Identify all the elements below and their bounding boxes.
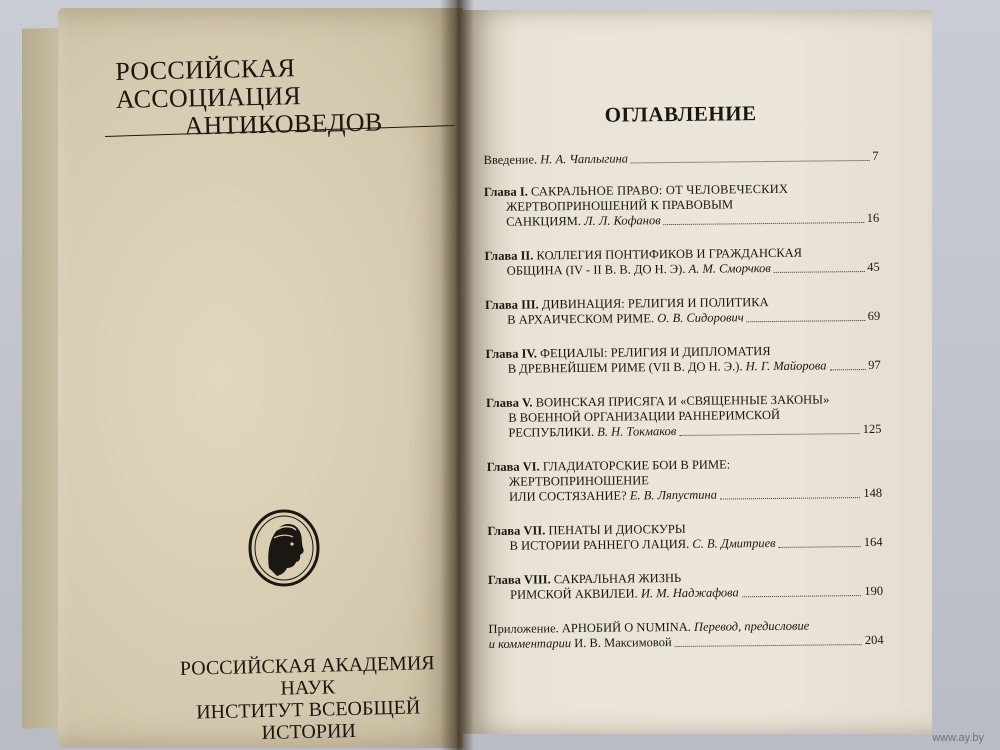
- entry-title-line: В ИСТОРИИ РАННЕГО ЛАЦИЯ.: [509, 536, 690, 553]
- entry-page: 69: [867, 308, 881, 323]
- entry-page: 164: [863, 534, 883, 550]
- entry-author: Н. Г. Майорова: [745, 358, 827, 374]
- entry-page: 16: [866, 210, 880, 225]
- toc-entry-chapter-3: [485, 294, 880, 328]
- toc-entry-chapter-8: [488, 569, 883, 603]
- entry-page: 125: [862, 421, 882, 437]
- title-line-1: РОССИЙСКАЯ АССОЦИАЦИЯ: [114, 53, 302, 114]
- entry-author-prefix: и комментарии: [488, 636, 572, 651]
- entry-page: 45: [867, 259, 880, 274]
- toc-entry-chapter-6: [487, 456, 882, 505]
- entry-title-line: ГЛАДИАТОРСКИЕ БОИ В РИМЕ:: [542, 457, 731, 474]
- entry-author: И. В. Максимовой: [574, 635, 672, 651]
- entry-author: В. Н. Токмаков: [597, 423, 677, 439]
- entry-title-line: ЖЕРТВОПРИНОШЕНИЙ К ПРАВОВЫМ: [506, 197, 734, 214]
- toc-heading: ОГЛАВЛЕНИЕ: [604, 101, 757, 127]
- toc-entry-intro: [484, 149, 879, 168]
- entry-title-line: В ВОЕННОЙ ОРГАНИЗАЦИИ РАННЕРИМСКОЙ: [508, 407, 781, 425]
- entry-title-line: ФЕЦИАЛЫ: РЕЛИГИЯ И ДИПЛОМАТИЯ: [540, 344, 771, 361]
- toc-entry-chapter-7: [487, 520, 882, 554]
- entry-title-line: В АРХАИЧЕСКОМ РИМЕ.: [507, 311, 655, 327]
- toc-entry-chapter-4: [486, 343, 881, 377]
- left-page-title: [115, 51, 462, 142]
- entry-label: Введение.: [483, 152, 538, 167]
- entry-page: 97: [868, 357, 881, 372]
- coin-portrait-icon: [247, 508, 322, 588]
- entry-label: Глава II.: [484, 248, 534, 263]
- entry-label: Приложение.: [488, 621, 559, 636]
- entry-title-line: САКРАЛЬНОЕ ПРАВО: ОТ ЧЕЛОВЕЧЕСКИХ: [530, 181, 789, 199]
- footer-line-1: РОССИЙСКАЯ АКАДЕМИЯ НАУК: [179, 652, 435, 700]
- entry-label: Глава I.: [483, 184, 528, 199]
- entry-label: Глава VII.: [487, 523, 546, 538]
- book-spine: [440, 0, 474, 750]
- entry-label: Глава V.: [486, 395, 533, 410]
- entry-author: И. М. Наджафова: [640, 585, 739, 601]
- entry-title-line: РЕСПУБЛИКИ.: [508, 424, 595, 440]
- entry-page: 204: [864, 632, 884, 648]
- entry-title-line: В ДРЕВНЕЙШЕМ РИМЕ (VII В. ДО Н. Э.).: [507, 359, 743, 376]
- entry-author: Е. В. Ляпустина: [629, 487, 717, 503]
- entry-title-line: ЖЕРТВОПРИНОШЕНИЕ: [508, 473, 649, 489]
- left-page-footer: [157, 652, 459, 747]
- entry-title-line: АРНОБИЙ О NUMINA.: [561, 619, 691, 636]
- toc-entry-appendix: [488, 618, 883, 652]
- entry-page: 190: [864, 583, 884, 599]
- entry-title-line: ДИВИНАЦИЯ: РЕЛИГИЯ И ПОЛИТИКА: [541, 295, 769, 312]
- entry-title-line: ВОИНСКАЯ ПРИСЯГА И «СВЯЩЕННЫЕ ЗАКОНЫ»: [535, 392, 830, 410]
- toc-entry-chapter-2: [485, 245, 880, 279]
- entry-page: 7: [872, 148, 879, 163]
- entry-label: Глава VI.: [486, 459, 540, 474]
- entry-title-line: ОБЩИНА (IV - II В. В. ДО Н. Э).: [506, 261, 686, 278]
- entry-title-line: РИМСКОЙ АКВИЛЕИ.: [510, 586, 638, 602]
- entry-page: 148: [863, 485, 883, 501]
- watermark: www.ay.by: [932, 732, 984, 744]
- entry-author: О. В. Сидорович: [657, 310, 744, 326]
- entry-title-line: САКРАЛЬНАЯ ЖИЗНЬ: [553, 570, 682, 587]
- entry-author: Н. А. Чаплыгина: [540, 151, 629, 167]
- entry-title-line: ИЛИ СОСТЯЗАНИЕ?: [509, 488, 627, 504]
- entry-label: Глава VIII.: [487, 572, 551, 587]
- entry-author: Л. Л. Кофанов: [584, 213, 661, 228]
- entry-label: Глава III.: [485, 297, 539, 312]
- footer-line-2: ИНСТИТУТ ВСЕОБЩЕЙ ИСТОРИИ: [195, 696, 421, 745]
- toc-entry-chapter-1: [484, 181, 879, 230]
- entry-title-line: КОЛЛЕГИЯ ПОНТИФИКОВ И ГРАЖДАНСКАЯ: [536, 245, 803, 263]
- table-of-contents: [483, 100, 884, 671]
- entry-title-line: САНКЦИЯМ.: [506, 213, 582, 229]
- entry-author: А. М. Сморчков: [688, 260, 771, 276]
- entry-author: С. В. Дмитриев: [692, 535, 776, 551]
- toc-entry-chapter-5: [486, 392, 881, 441]
- title-line-2: АНТИКОВЕДОВ: [184, 107, 383, 141]
- entry-label: Глава IV.: [485, 346, 538, 361]
- entry-author-prefix: Перевод, предисловие: [693, 618, 810, 634]
- entry-title-line: ПЕНАТЫ И ДИОСКУРЫ: [548, 521, 686, 538]
